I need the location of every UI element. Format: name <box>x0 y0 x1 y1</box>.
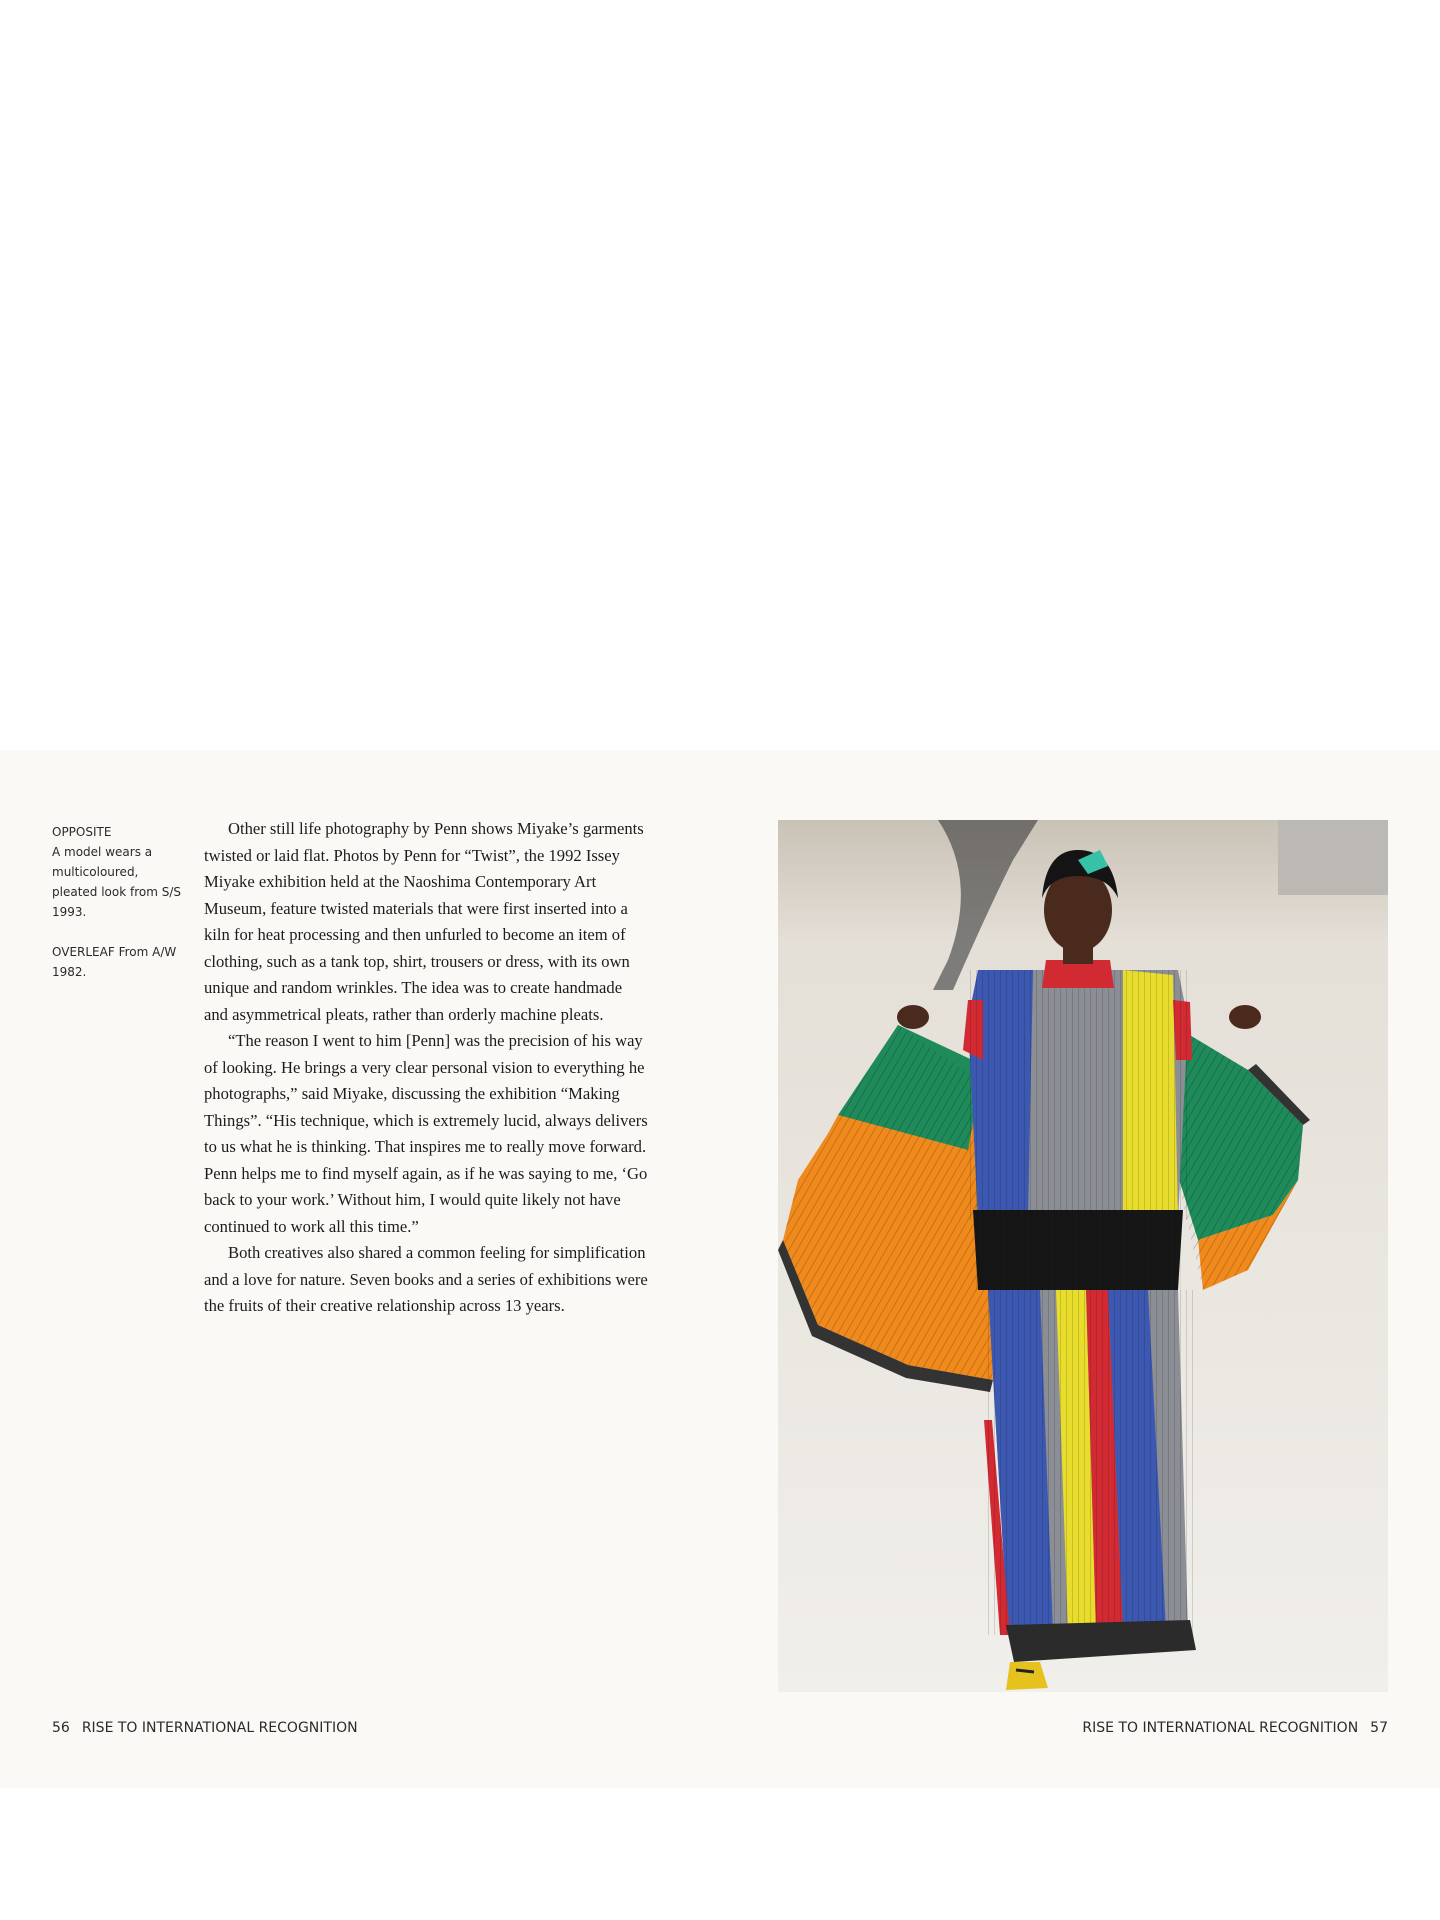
body-paragraph-1: Other still life photography by Penn shows Miyake’s garments twisted or laid flat. Photos by Penn for “Twist”, the 1992 Issey Miyake exhibition held at the Naoshima Contemporary Art Museum, feature twisted materials that were first inserted into a kiln for heat processing and then unfurled to become an item of clothing, such as a tank top, shirt, trousers or dress, with its own unique and random wrinkles. The idea was to create handmade and asymmetrical pleats, rather than orderly machine pleats. <box>204 819 644 1024</box>
book-spread <box>0 750 1440 1788</box>
running-head-left: RISE TO INTERNATIONAL RECOGNITION <box>81 1720 358 1736</box>
body-paragraph-3: Both creatives also shared a common feeling for simplification and a love for nature. Seven books and a series of exhibitions were the fruits of their creative relationship across 13 years. <box>204 1243 648 1315</box>
caption-overleaf <box>52 942 182 982</box>
caption-overleaf-text: From A/W 1982. <box>52 945 177 979</box>
page-number-left: 56 <box>52 1720 70 1736</box>
caption-opposite-label: OPPOSITE <box>52 825 112 839</box>
body-paragraph-2: “The reason I went to him [Penn] was the precision of his way of looking. He brings a very clear personal vision to everything he photographs,” said Miyake, discussing the exhibition “Making Things”. “His technique, which is extremely lucid, always delivers to us what he is thinking. That inspires me to really move forward. Penn helps me to find myself again, as if he was saying to me, ‘Go back to your work.’ Without him, I would quite likely not have continued to work all this time.” <box>204 1031 648 1236</box>
folio-right <box>1082 1718 1388 1738</box>
body-text <box>204 816 649 1320</box>
running-head-right: RISE TO INTERNATIONAL RECOGNITION <box>1082 1720 1359 1736</box>
page-number-right: 57 <box>1370 1720 1388 1736</box>
caption-overleaf-label: OVERLEAF <box>52 945 115 959</box>
photo-caption <box>52 822 182 982</box>
folio-left <box>52 1718 358 1738</box>
caption-opposite-text: A model wears a multicoloured, pleated look from S/S 1993. <box>52 845 182 919</box>
runway-photo <box>778 820 1388 1692</box>
